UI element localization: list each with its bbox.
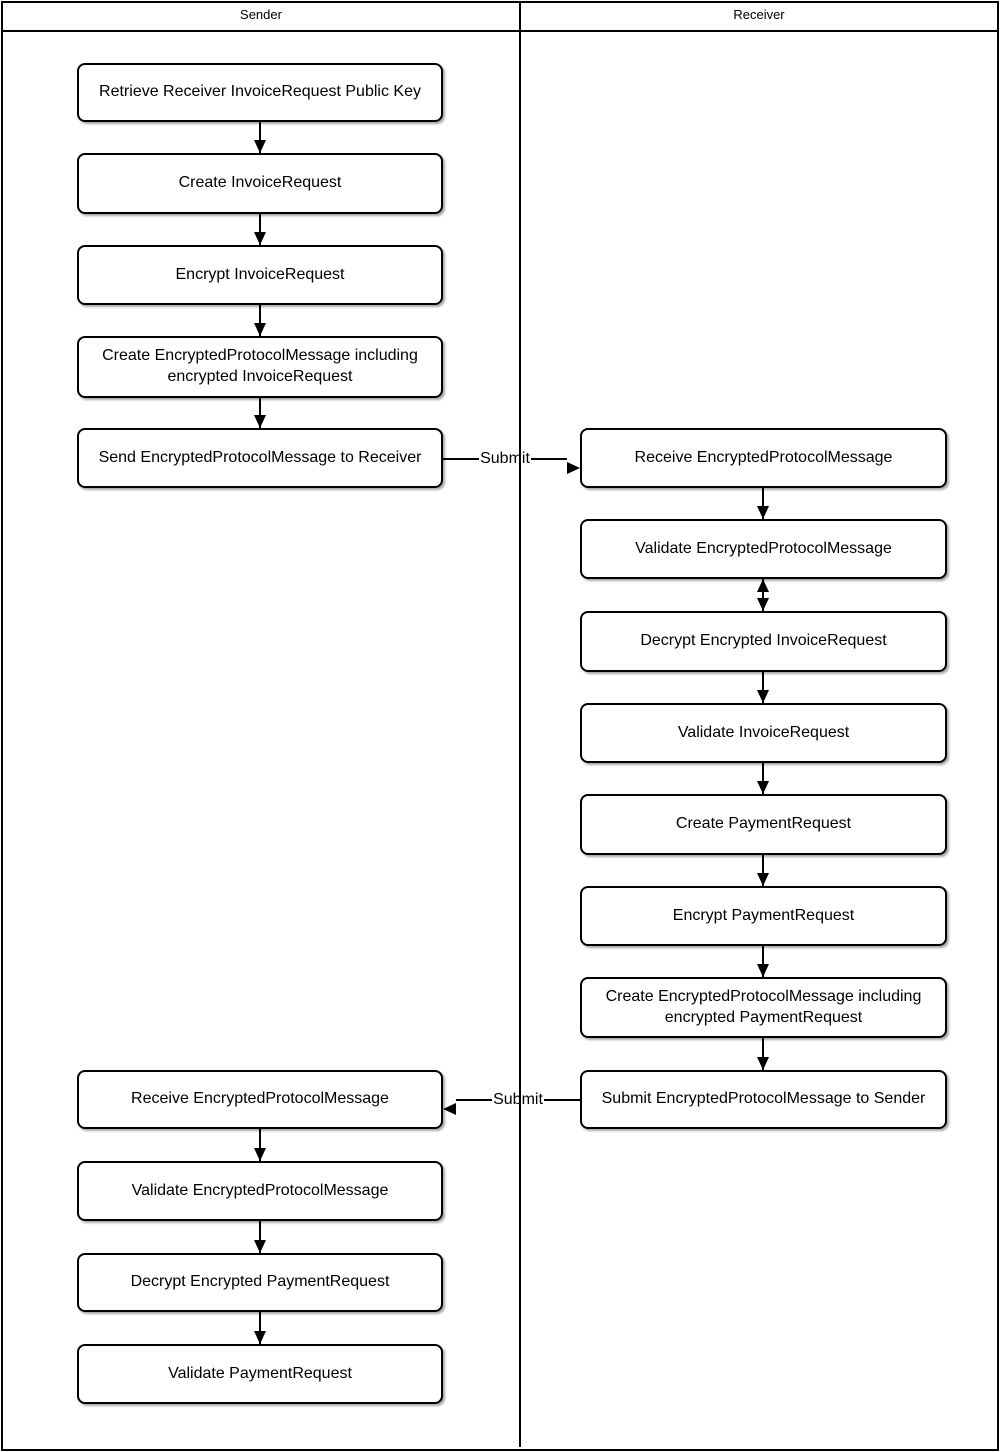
node-label: Validate InvoiceRequest (677, 723, 850, 741)
submit-connector-payment (443, 1087, 580, 1112)
arrowhead-down-icon (757, 781, 769, 794)
node-decrypt-encrypted-invoicerequest (580, 611, 947, 672)
arrowhead-down-icon (757, 873, 769, 886)
arrowhead-down-icon (254, 1240, 266, 1253)
submit-label: Submit (493, 1090, 543, 1108)
node-label: Decrypt Encrypted PaymentRequest (130, 1273, 390, 1291)
node-validate-paymentrequest (77, 1344, 443, 1404)
arrowhead-down-icon (254, 140, 266, 153)
arrowhead-right-icon (567, 462, 580, 474)
arrowhead-down-icon (254, 1148, 266, 1161)
flow-arrow-bidirectional (757, 579, 769, 611)
arrowhead-down-icon (254, 1331, 266, 1344)
node-label: Validate PaymentRequest (168, 1364, 352, 1382)
arrowhead-up-icon (757, 579, 769, 592)
node-validate-encryptedprotocolmessage-sender (77, 1161, 443, 1221)
arrowhead-down-icon (254, 323, 266, 336)
node-label: Receive EncryptedProtocolMessage (634, 448, 893, 466)
node-create-invoicerequest (77, 153, 443, 214)
arrowhead-down-icon (254, 415, 266, 428)
arrow-line (456, 1099, 492, 1101)
arrow-line (443, 458, 479, 460)
node-label: Receive EncryptedProtocolMessage (131, 1090, 389, 1108)
flow-arrow-down (757, 488, 769, 519)
lane-header-receiver: Receiver (733, 7, 785, 22)
flow-arrow-down (757, 672, 769, 703)
submit-label: Submit (480, 449, 530, 467)
arrowhead-down-icon (757, 598, 769, 611)
node-label: Create EncryptedProtocolMessage including encrypted InvoiceRequest (102, 347, 418, 385)
node-create-encryptedprotocolmessage-invoicerequest (77, 336, 443, 398)
arrowhead-down-icon (254, 232, 266, 245)
node-retrieve-invoicerequest-public-key (77, 63, 443, 122)
flow-arrow-down (254, 1129, 266, 1161)
arrow-line (531, 458, 567, 460)
node-label: Create InvoiceRequest (178, 174, 342, 192)
node-label: Encrypt InvoiceRequest (175, 265, 345, 283)
node-submit-encryptedprotocolmessage-to-sender (580, 1070, 947, 1129)
arrow-line (544, 1099, 580, 1101)
node-label: Submit EncryptedProtocolMessage to Sender (601, 1090, 926, 1108)
node-encrypt-paymentrequest (580, 886, 947, 946)
flow-arrow-down (757, 946, 769, 977)
flow-arrow-down (254, 1312, 266, 1344)
submit-connector-invoice (443, 446, 580, 471)
node-label: Create PaymentRequest (675, 815, 852, 833)
node-send-encryptedprotocolmessage-to-receiver (77, 428, 443, 488)
lane-header-sender: Sender (240, 7, 282, 22)
node-label: Encrypt PaymentRequest (672, 906, 855, 924)
flow-arrow-down (254, 214, 266, 245)
arrowhead-down-icon (757, 506, 769, 519)
lane-divider (519, 3, 521, 1447)
node-receive-encryptedprotocolmessage-receiver (580, 428, 947, 488)
node-label: Validate EncryptedProtocolMessage (131, 1181, 389, 1199)
flow-arrow-down (254, 305, 266, 336)
arrowhead-left-icon (443, 1103, 456, 1115)
arrowhead-down-icon (757, 1057, 769, 1070)
node-label: Validate EncryptedProtocolMessage (635, 539, 892, 557)
node-encrypt-invoicerequest (77, 245, 443, 305)
node-label: Retrieve Receiver InvoiceRequest Public Key (99, 83, 421, 101)
node-create-encryptedprotocolmessage-paymentrequest (580, 977, 947, 1038)
flow-arrow-down (254, 1221, 266, 1253)
arrowhead-down-icon (757, 690, 769, 703)
node-decrypt-encrypted-paymentrequest (77, 1253, 443, 1312)
node-validate-encryptedprotocolmessage-receiver (580, 519, 947, 579)
flow-arrow-down (757, 763, 769, 794)
node-create-paymentrequest (580, 794, 947, 855)
node-receive-encryptedprotocolmessage-sender (77, 1070, 443, 1129)
arrowhead-down-icon (757, 964, 769, 977)
flow-arrow-down (757, 855, 769, 886)
node-label: Send EncryptedProtocolMessage to Receiver (98, 448, 422, 466)
lane-header-separator (3, 30, 997, 32)
node-validate-invoicerequest (580, 703, 947, 763)
node-label: Decrypt Encrypted InvoiceRequest (640, 632, 887, 650)
node-label: Create EncryptedProtocolMessage including encrypted PaymentRequest (605, 987, 922, 1026)
flow-arrow-down (254, 122, 266, 153)
flow-arrow-down (757, 1038, 769, 1070)
flow-arrow-down (254, 398, 266, 428)
